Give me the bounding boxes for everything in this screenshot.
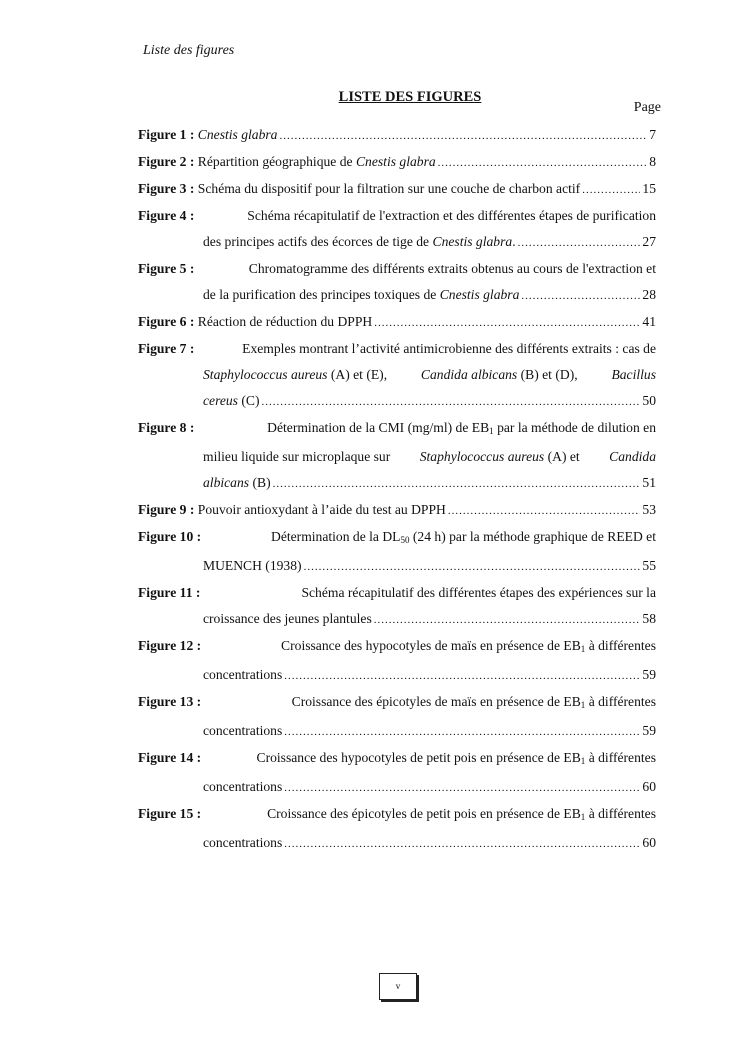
page-number: 41 [642, 314, 656, 329]
subscript: 1 [580, 644, 586, 654]
page-number: 51 [642, 475, 656, 490]
figure-caption: Détermination de la CMI (mg/ml) de EB [267, 420, 490, 435]
dot-leader [518, 230, 641, 256]
species-name: Bacillus [611, 367, 656, 382]
figure-label: Figure 4 : [138, 208, 195, 223]
dot-leader [279, 123, 647, 149]
figure-entry-3[interactable] [138, 176, 656, 203]
figure-entry-7[interactable] [138, 336, 656, 415]
figure-label: Figure 11 : [138, 585, 201, 600]
figure-entry-14[interactable] [138, 745, 656, 801]
figure-caption: (24 h) par la méthode graphique de REED et [412, 529, 656, 544]
figure-label: Figure 7 : [138, 341, 195, 356]
figure-caption-continued: concentrations [203, 835, 283, 850]
page-number: 15 [642, 181, 656, 196]
dot-leader [284, 719, 640, 745]
dot-leader [284, 663, 640, 689]
figure-caption-continued: (A) et (E), [330, 367, 388, 382]
figure-entry-10[interactable] [138, 524, 656, 580]
page-number: 60 [642, 835, 656, 850]
figure-caption: Chromatogramme des différents extraits obtenus au cours de l'extraction et [248, 261, 656, 276]
dot-leader [448, 498, 641, 524]
figure-caption: Schéma récapitulatif de l'extraction et des différentes étapes de purification [247, 208, 656, 223]
figure-caption: Répartition géographique de [197, 154, 353, 169]
page-footer-number: v [379, 973, 417, 1000]
page-number: 8 [649, 154, 656, 169]
figure-caption-continued: croissance des jeunes plantules [203, 611, 372, 626]
figure-entry-15[interactable] [138, 801, 656, 857]
subscript: 50 [400, 535, 410, 545]
figure-caption: Croissance des épicotyles de maïs en présence de EB [291, 694, 581, 709]
figure-caption: Détermination de la DL [271, 529, 401, 544]
figure-label: Figure 1 : [138, 127, 195, 142]
dot-leader [304, 554, 641, 580]
figure-caption: Schéma du dispositif pour la filtration sur une couche de charbon actif [197, 181, 581, 196]
page-number: 55 [642, 558, 656, 573]
figure-caption: Réaction de réduction du DPPH [197, 314, 373, 329]
figure-caption: à différentes [588, 694, 656, 709]
figure-caption-continued: de la purification des principes toxiques de [203, 287, 437, 302]
figure-caption: Croissance des hypocotyles de petit pois en présence de EB [256, 750, 581, 765]
figure-entry-11[interactable] [138, 580, 656, 633]
page-number: 60 [642, 779, 656, 794]
dot-leader [374, 310, 640, 336]
figure-entry-13[interactable] [138, 689, 656, 745]
page-number: 27 [642, 234, 656, 249]
dot-leader [273, 471, 641, 497]
page-column-label: Page [633, 100, 661, 115]
page-number: 58 [642, 611, 656, 626]
dot-leader [521, 283, 640, 309]
figure-caption-continued: MUENCH (1938) [203, 558, 302, 573]
subscript: 1 [580, 812, 586, 822]
page-number: 28 [642, 287, 656, 302]
species-name: Cnestis glabra [439, 287, 520, 302]
dot-leader [582, 177, 640, 203]
subscript: 1 [580, 756, 586, 766]
figure-label: Figure 12 : [138, 638, 202, 653]
page-number: 59 [642, 667, 656, 682]
species-name: Cnestis glabra [432, 234, 513, 249]
dot-leader [284, 775, 640, 801]
figure-entry-8[interactable] [138, 415, 656, 497]
figure-caption: Croissance des épicotyles de petit pois en présence de EB [267, 806, 581, 821]
figure-label: Figure 5 : [138, 261, 195, 276]
species-name: cereus [203, 393, 238, 408]
figure-entry-12[interactable] [138, 633, 656, 689]
page-number: 53 [642, 502, 656, 517]
figure-caption-continued: milieu liquide sur microplaque sur [203, 449, 391, 464]
dot-leader [262, 389, 641, 415]
figure-list [138, 122, 656, 857]
figure-entry-6[interactable] [138, 309, 656, 336]
species-name: Candida [609, 449, 656, 464]
species-name: Candida albicans [420, 367, 518, 382]
figure-label: Figure 8 : [138, 420, 195, 435]
figure-caption: Schéma récapitulatif des différentes étapes des expériences sur la [301, 585, 656, 600]
figure-label: Figure 10 : [138, 529, 202, 544]
figure-caption-continued: concentrations [203, 723, 283, 738]
figure-label: Figure 14 : [138, 750, 202, 765]
dot-leader [438, 150, 648, 176]
figure-entry-4[interactable] [138, 203, 656, 256]
figure-caption: Croissance des hypocotyles de maïs en présence de EB [281, 638, 581, 653]
dot-leader [374, 607, 641, 633]
species-name: Staphylococcus aureus [203, 367, 328, 382]
subscript: 1 [489, 426, 494, 436]
figure-label: Figure 2 : [138, 154, 195, 169]
species-name: Staphylococcus aureus [419, 449, 545, 464]
species-name: albicans [203, 475, 250, 490]
running-header: Liste des figures [143, 43, 235, 58]
figure-label: Figure 13 : [138, 694, 202, 709]
figure-caption-continued: (C) [241, 393, 260, 408]
figure-caption-continued: concentrations [203, 779, 283, 794]
dot-leader [284, 831, 640, 857]
figure-caption: à différentes [588, 750, 656, 765]
figure-caption: Exemples montrant l’activité antimicrobienne des différents extraits : cas de [242, 341, 656, 356]
page-number: 7 [649, 127, 656, 142]
figure-caption-continued: concentrations [203, 667, 283, 682]
figure-caption-continued: des principes actifs des écorces de tige de [203, 234, 430, 249]
page-number: 59 [642, 723, 656, 738]
species-name: Cnestis glabra [197, 127, 278, 142]
figure-label: Figure 9 : [138, 502, 195, 517]
figure-caption-continued: (B) [252, 475, 271, 490]
species-name: Cnestis glabra [355, 154, 436, 169]
figure-caption: à différentes [588, 638, 656, 653]
figure-caption-continued: (B) et (D), [520, 367, 578, 382]
page-title: LISTE DES FIGURES [338, 89, 482, 105]
figure-entry-5[interactable] [138, 256, 656, 309]
figure-entry-1[interactable] [138, 122, 656, 149]
subscript: 1 [580, 700, 586, 710]
figure-caption-continued: (A) et [547, 449, 580, 464]
punctuation: . [512, 234, 516, 249]
page-number: 50 [642, 393, 656, 408]
figure-label: Figure 15 : [138, 806, 202, 821]
figure-entry-9[interactable] [138, 497, 656, 524]
figure-caption: par la méthode de dilution en [497, 420, 656, 435]
figure-entry-2[interactable] [138, 149, 656, 176]
figure-caption: à différentes [588, 806, 656, 821]
figure-label: Figure 3 : [138, 181, 195, 196]
figure-label: Figure 6 : [138, 314, 195, 329]
figure-caption: Pouvoir antioxydant à l’aide du test au DPPH [197, 502, 446, 517]
